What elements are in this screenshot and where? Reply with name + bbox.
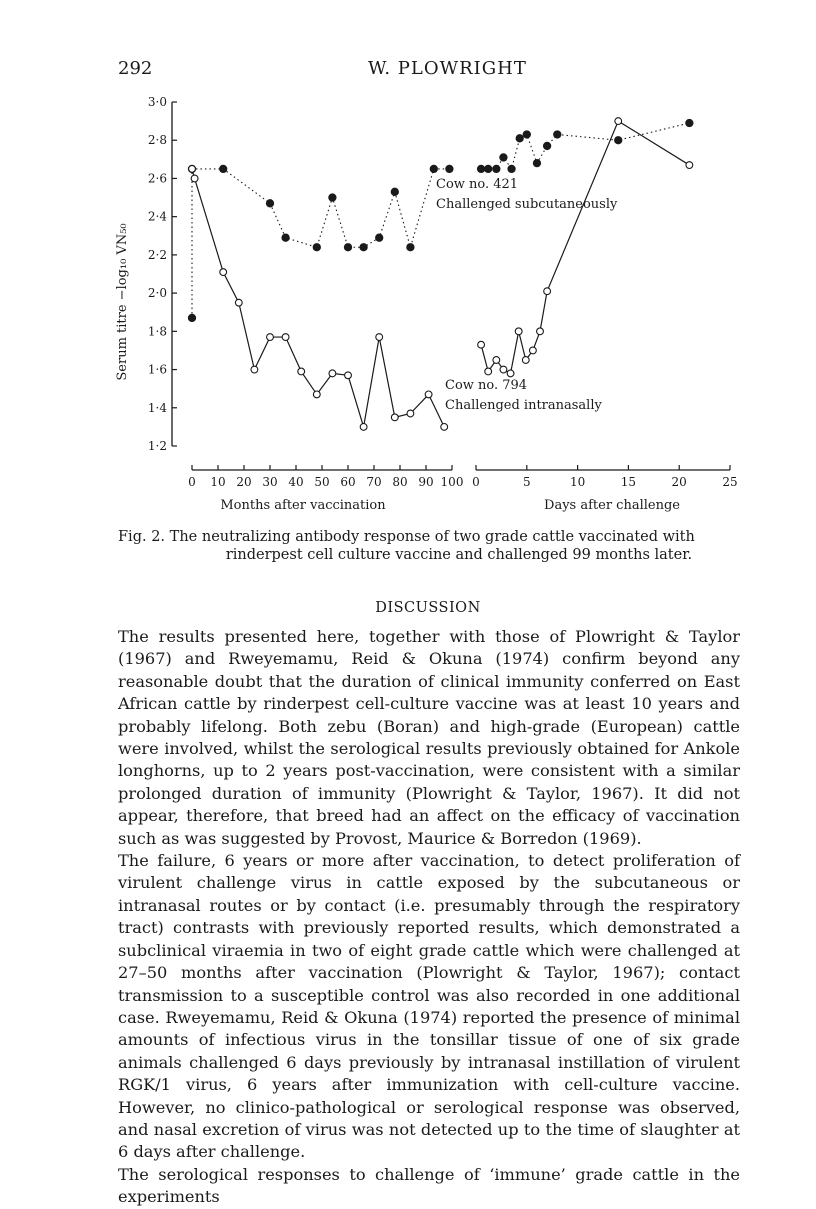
caption-label: Fig. 2.: [118, 529, 166, 545]
y-tick-label: 1·6: [147, 362, 167, 377]
data-point: [329, 370, 336, 377]
body-text: [118, 626, 740, 1209]
figure-caption: [118, 528, 738, 564]
data-point: [376, 334, 383, 341]
data-point: [407, 244, 414, 251]
x-tick-label-days: 25: [722, 475, 738, 489]
data-point: [500, 154, 507, 161]
x-tick-label-months: 20: [236, 475, 252, 489]
x-tick-label-months: 0: [188, 475, 196, 489]
data-point: [430, 165, 437, 172]
page-number: 292: [118, 58, 153, 79]
paragraph-2: The failure, 6 years or more after vaccination, to detect proliferation of virulent challenge virus in cattle exposed by the subcutaneous or intranasal routes or by contact (i.e. presumably through the respiratory tract) contrasts with previously reported results, which demonstrated a subclinical viraemia in two of eight grade cattle which were challenged at 27–50 months after vaccination (Plowright & Taylor, 1967); contact transmission to a susceptible control was also recorded in one additional case. Rweyemamu, Reid & Okuna (1974) reported the presence of minimal amounts of infectious virus in the tonsillar tissue of one of six grade animals challenged 6 days previously by intranasal instillation of virulent RGK/1 virus, 6 years after immunization with cell-culture vaccine. However, no clinico-pathological or serological response was observed, and nasal excretion of virus was not detected up to the time of slaughter at 6 days after challenge.: [118, 851, 740, 1162]
x-tick-label-days: 5: [522, 475, 531, 489]
x-tick-label-days: 15: [620, 475, 637, 489]
data-point: [686, 162, 693, 169]
x-axis-label-months: Months after vaccination: [220, 498, 386, 513]
data-point: [220, 269, 227, 276]
caption-line-1: The neutralizing antibody response of two grade cattle vaccinated with: [169, 529, 695, 545]
x-tick-label-days: 10: [569, 475, 586, 489]
y-tick-label: 2·0: [147, 286, 167, 301]
data-point: [523, 131, 530, 138]
data-point: [508, 165, 515, 172]
data-point: [191, 175, 198, 182]
data-point: [615, 118, 622, 125]
data-point: [493, 165, 500, 172]
data-point: [282, 334, 289, 341]
x-tick-label-months: 70: [366, 475, 382, 489]
data-point: [425, 391, 432, 398]
data-point: [313, 391, 320, 398]
data-point: [360, 423, 367, 430]
data-point: [544, 142, 551, 149]
data-point: [493, 357, 500, 364]
data-point: [544, 288, 551, 295]
y-tick-label: 2·4: [147, 209, 167, 224]
x-tick-label-days: 20: [671, 475, 687, 489]
data-point: [537, 328, 544, 335]
caption-line-2: rinderpest cell culture vaccine and challenged 99 months later.: [225, 547, 693, 563]
x-tick-label-months: 30: [262, 475, 278, 489]
data-point: [515, 328, 522, 335]
series-794-subtitle: Challenged intranasally: [445, 398, 602, 413]
x-tick-label-months: 50: [314, 475, 330, 489]
series-line-vaccination: [192, 169, 444, 427]
data-point: [360, 244, 367, 251]
data-point: [478, 341, 485, 348]
data-point: [298, 368, 305, 375]
running-head: W. PLOWRIGHT: [368, 58, 527, 79]
y-tick-label: 2·8: [147, 133, 167, 148]
x-tick-label-months: 40: [288, 475, 304, 489]
y-tick-label: 3·0: [147, 95, 167, 109]
section-title: DISCUSSION: [375, 600, 481, 616]
page-header: [118, 58, 738, 82]
antibody-response-chart: [100, 88, 760, 518]
series-cow-421: [188, 119, 693, 321]
data-point: [282, 234, 289, 241]
data-point: [441, 423, 448, 430]
data-point: [522, 357, 529, 364]
x-tick-label-months: 80: [392, 475, 408, 489]
data-point: [533, 160, 540, 167]
paragraph-1: The results presented here, together with those of Plowright & Taylor (1967) and Rweyemamu, Reid & Okuna (1974) confirm beyond any reasonable doubt that the duration of clinical immunity conferred on East African cattle by rinderpest cell-culture vaccine was at least 10 years and probably lifelong. Both zebu (Boran) and high-grade (European) cattle were involved, whilst the serological results previously obtained for Ankole longhorns, up to 2 years post-vaccination, were consistent with a similar prolonged duration of immunity (Plowright & Taylor, 1967). It did not appear, therefore, that breed had an affect on the efficacy of vaccination such as was suggested by Provost, Maurice & Borredon (1969).: [118, 627, 740, 848]
x-axis-label-days: Days after challenge: [544, 498, 680, 513]
y-tick-label: 2·2: [147, 247, 167, 262]
x-tick-label-months: 100: [440, 475, 464, 489]
data-point: [344, 244, 351, 251]
data-point: [391, 414, 398, 421]
data-point: [391, 188, 398, 195]
x-tick-label-months: 60: [340, 475, 356, 489]
x-tick-label-days: 0: [472, 475, 480, 489]
data-point: [686, 119, 693, 126]
y-tick-label: 1·4: [147, 400, 167, 415]
y-tick-label: 1·8: [147, 324, 167, 339]
data-point: [477, 165, 484, 172]
data-point: [189, 165, 196, 172]
y-tick-label: 2·6: [147, 171, 167, 186]
data-point: [554, 131, 561, 138]
series-line-challenge: [481, 121, 689, 373]
data-point: [529, 347, 536, 354]
data-point: [329, 194, 336, 201]
data-point: [615, 137, 622, 144]
series-794-name: Cow no. 794: [445, 378, 528, 393]
data-point: [188, 314, 195, 321]
data-point: [345, 372, 352, 379]
series-421-name: Cow no. 421: [436, 177, 519, 192]
data-point: [485, 368, 492, 375]
series-cow-794: [189, 118, 693, 431]
data-point: [267, 334, 274, 341]
data-point: [235, 299, 242, 306]
data-point: [446, 165, 453, 172]
data-point: [220, 165, 227, 172]
x-tick-label-months: 10: [210, 475, 226, 489]
data-point: [313, 244, 320, 251]
x-tick-label-months: 90: [418, 475, 434, 489]
paragraph-3: The serological responses to challenge of ‘immune’ grade cattle in the experiments: [118, 1164, 740, 1207]
y-tick-label: 1·2: [147, 439, 167, 453]
data-point: [500, 366, 507, 373]
data-point: [516, 135, 523, 142]
data-point: [266, 200, 273, 207]
data-point: [485, 165, 492, 172]
data-point: [376, 234, 383, 241]
data-point: [507, 370, 514, 377]
y-axis-label: Serum titre −log₁₀ VN₅₀: [115, 223, 130, 381]
data-point: [407, 410, 414, 417]
data-point: [251, 366, 258, 373]
series-421-subtitle: Challenged subcutaneously: [436, 197, 618, 212]
